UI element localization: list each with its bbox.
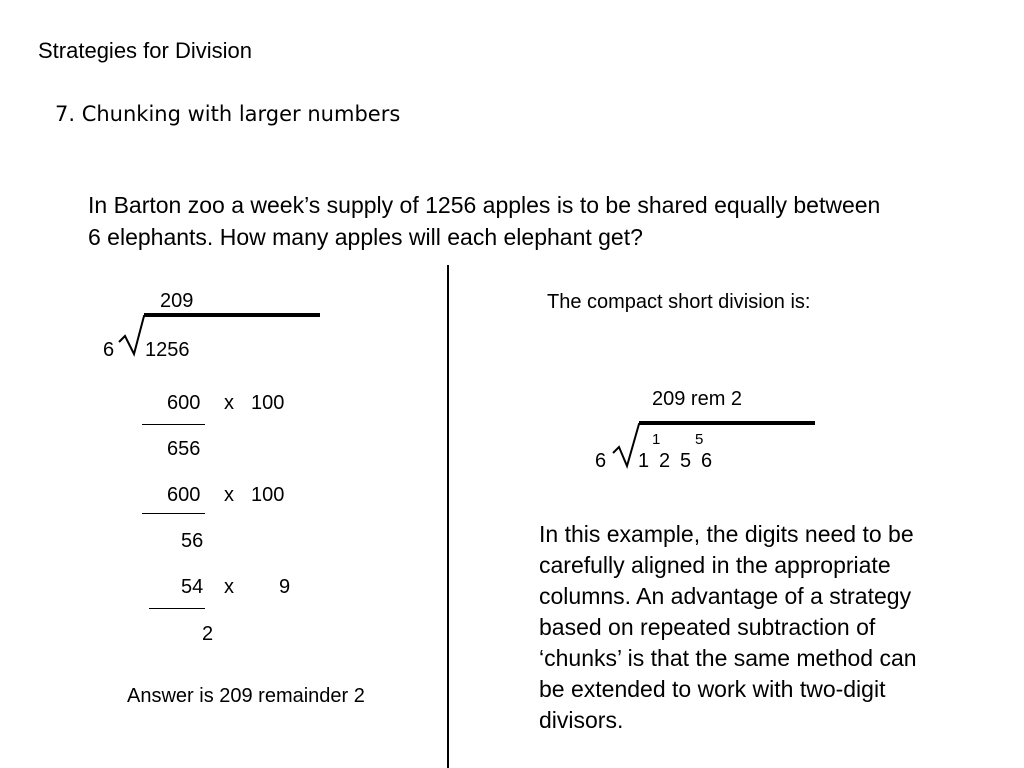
explanation-line: based on repeated subtraction of xyxy=(539,614,876,640)
multiplier: 100 xyxy=(251,484,285,506)
subtract-value: 54 xyxy=(181,576,204,598)
remainder-value: 56 xyxy=(181,530,204,552)
subtract-value: 600 xyxy=(167,484,201,506)
chunking-quotient: 209 xyxy=(160,290,194,312)
explanation-line: In this example, the digits need to be xyxy=(539,521,914,547)
explanation-line: divisors. xyxy=(539,707,624,733)
compact-digit: 2 xyxy=(659,450,671,472)
compact-digit: 6 xyxy=(701,450,713,472)
problem-line-2: 6 elephants. How many apples will each elephant get? xyxy=(88,224,643,250)
compact-digit: 5 xyxy=(680,450,692,472)
compact-quotient: 209 rem 2 xyxy=(652,388,743,410)
final-remainder: 2 xyxy=(202,623,214,645)
remainder-value: 656 xyxy=(167,438,201,460)
subtraction-rule xyxy=(149,608,205,609)
column-divider xyxy=(447,265,449,768)
problem-line-1: In Barton zoo a week’s supply of 1256 apples is to be shared equally between xyxy=(88,192,881,218)
explanation-line: columns. An advantage of a strategy xyxy=(539,583,912,609)
explanation-line: be extended to work with two-digit xyxy=(539,676,886,702)
explanation-line: ‘chunks’ is that the same method can xyxy=(539,645,917,671)
compact-label: The compact short division is: xyxy=(547,291,811,313)
subtract-value: 600 xyxy=(167,392,201,414)
section-heading: 7. Chunking with larger numbers xyxy=(55,102,401,126)
multiplier: 9 xyxy=(279,576,291,598)
multiply-sign: x xyxy=(224,576,234,598)
chunking-answer: Answer is 209 remainder 2 xyxy=(127,685,365,707)
explanation-paragraph xyxy=(539,519,917,736)
compact-divisor: 6 xyxy=(595,450,607,472)
multiply-sign: x xyxy=(224,392,234,414)
subtraction-rule xyxy=(142,513,205,514)
explanation-line: carefully aligned in the appropriate xyxy=(539,552,891,578)
multiply-sign: x xyxy=(224,484,234,506)
multiplier: 100 xyxy=(251,392,285,414)
subtraction-rule xyxy=(142,424,205,425)
carry-digit: 5 xyxy=(695,431,704,448)
slide-title: Strategies for Division xyxy=(38,38,252,63)
carry-digit: 1 xyxy=(652,431,661,448)
compact-digit: 1 xyxy=(638,450,650,472)
chunking-divisor: 6 xyxy=(103,339,115,361)
chunking-dividend: 1256 xyxy=(145,339,190,361)
